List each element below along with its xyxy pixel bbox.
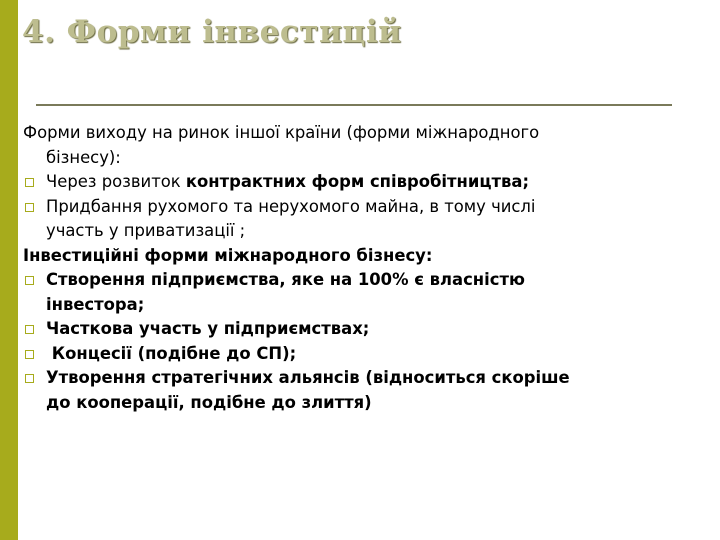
list-item [23, 170, 711, 195]
list-item-text: Придбання рухомого та нерухомого майна, в тому числі [46, 196, 536, 216]
list-item-text: Утворення стратегічних альянсів (відноситься скоріше [46, 368, 570, 387]
square-bullet-icon [25, 350, 34, 359]
slide-title: 4. Форми інвестицій [22, 14, 402, 50]
slide-body [23, 121, 711, 415]
list-item [23, 195, 711, 244]
list-item-text: Концесії (подібне до СП); [46, 343, 297, 363]
list-item-text: Часткова участь у підприємствах; [46, 319, 370, 338]
square-bullet-icon [25, 178, 34, 187]
square-bullet-icon [25, 325, 34, 334]
square-bullet-icon [25, 203, 34, 212]
list-item-text: Через розвиток [46, 172, 186, 191]
list-item-text-continued: інвестора; [46, 294, 145, 314]
list-item-text-continued: до кооперації, подібне до злиття) [46, 392, 372, 412]
list-item [23, 268, 711, 317]
list-item-text: Створення підприємства, яке на 100% є власністю [46, 270, 525, 289]
list-item-bold-text: контрактних форм співробітництва; [185, 172, 529, 191]
section-heading-text: Інвестиційні форми міжнародного бізнесу: [23, 245, 433, 265]
square-bullet-icon [25, 374, 34, 383]
accent-sidebar [0, 0, 18, 540]
intro-line: Форми виходу на ринок іншої країни (форми міжнародного [23, 123, 540, 142]
intro-line-continued: бізнесу): [46, 147, 121, 167]
square-bullet-icon [25, 276, 34, 285]
list-item [23, 366, 711, 415]
list-item [23, 342, 711, 367]
section-heading [23, 244, 711, 269]
list-item-text-continued: участь у приватизації ; [46, 221, 246, 240]
list-item [23, 317, 711, 342]
title-divider [36, 104, 672, 106]
